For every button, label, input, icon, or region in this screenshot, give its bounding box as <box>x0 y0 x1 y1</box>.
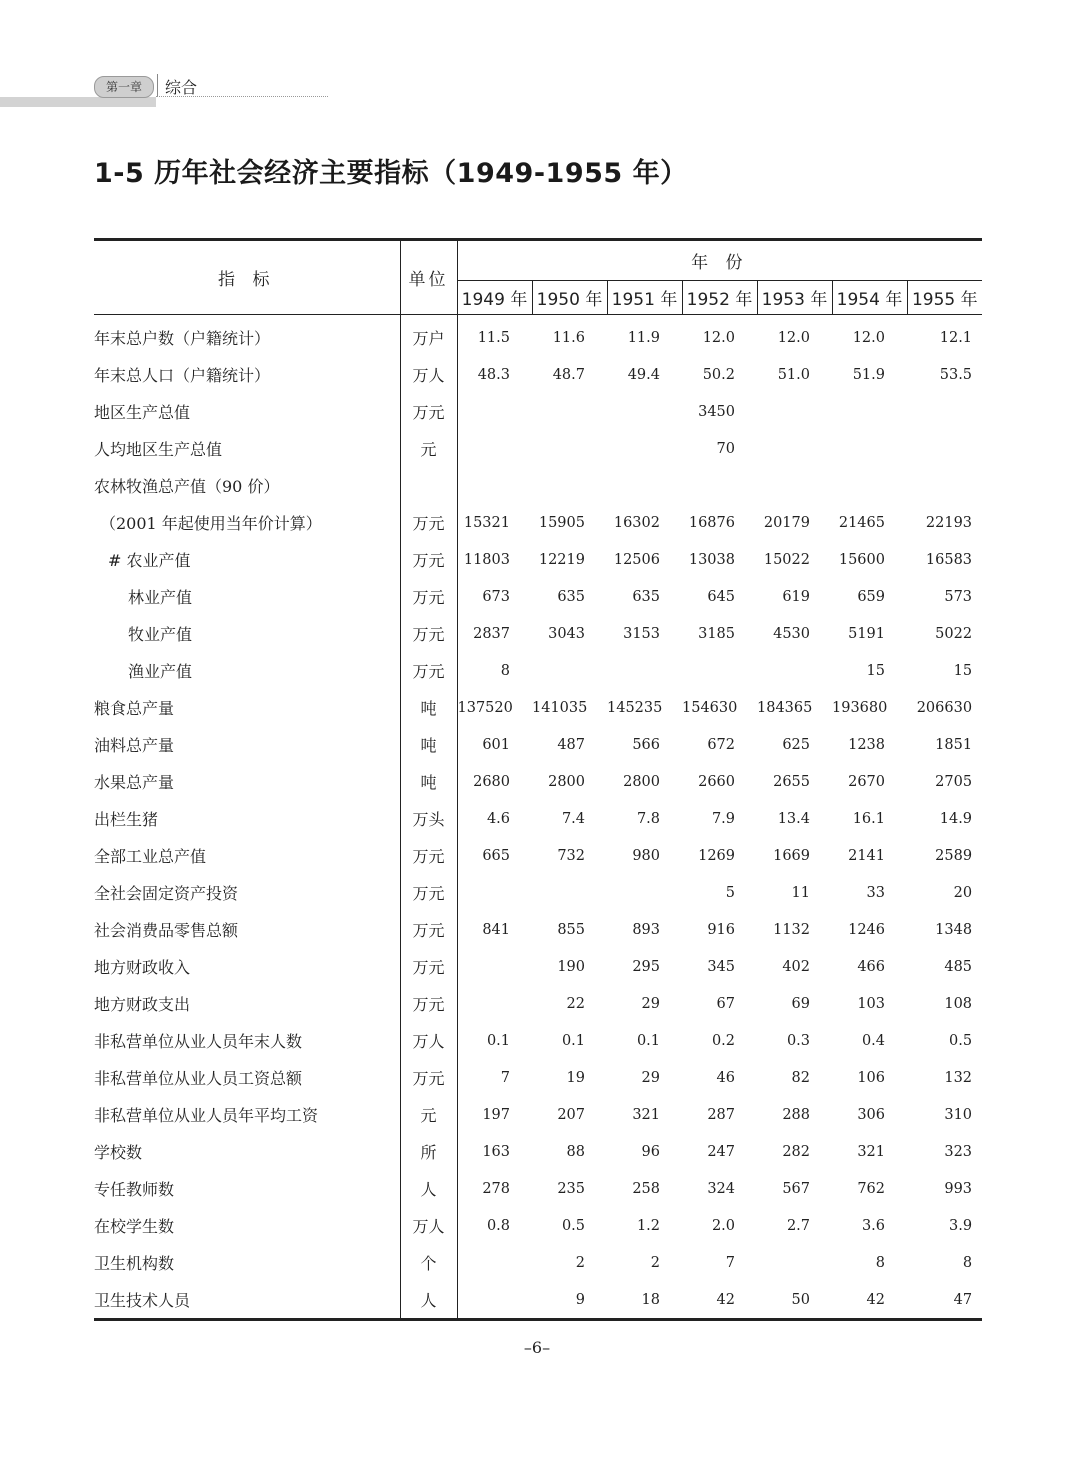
table-cell: 635 <box>632 588 660 605</box>
table-cell <box>457 874 532 911</box>
table-cell: 67 <box>716 995 735 1012</box>
table-cell: 841 <box>482 921 510 938</box>
row-label: 全社会固定资产投资 <box>94 884 239 903</box>
table-cell: 12.1 <box>939 329 973 346</box>
row-label: 年末总人口（户籍统计） <box>94 366 271 385</box>
table-cell: 5022 <box>935 625 973 642</box>
year-header: 1952 年 <box>682 281 757 315</box>
table-cell: 0.5 <box>561 1217 585 1234</box>
table-cell: 310 <box>944 1106 973 1123</box>
table-cell: 295 <box>632 958 660 975</box>
table-cell: 402 <box>782 958 810 975</box>
table-cell <box>457 393 532 430</box>
table-cell <box>757 1244 832 1281</box>
table-cell: 184365 <box>757 699 813 716</box>
table-row <box>94 541 982 578</box>
table-cell: 3185 <box>698 625 735 642</box>
table-cell: 0.1 <box>561 1032 585 1049</box>
row-label: # 农业产值 <box>108 551 191 570</box>
table-cell: 16302 <box>613 514 660 531</box>
table-cell: 7 <box>725 1254 735 1271</box>
table-cell <box>457 430 532 467</box>
table-cell: 22193 <box>925 514 973 531</box>
row-unit: 吨 <box>400 726 457 763</box>
table-cell: 916 <box>707 921 735 938</box>
table-cell: 0.2 <box>711 1032 735 1049</box>
year-header: 1955 年 <box>907 281 982 315</box>
table-cell <box>607 652 682 689</box>
row-unit: 万户 <box>400 315 457 357</box>
table-cell: 11 <box>791 884 810 901</box>
chapter-badge: 第一章 <box>94 76 154 98</box>
table-cell: 321 <box>857 1143 885 1160</box>
table-cell: 625 <box>782 736 810 753</box>
table-cell: 1851 <box>935 736 973 753</box>
year-header: 1951 年 <box>607 281 682 315</box>
row-label: 社会消费品零售总额 <box>94 921 239 940</box>
table-cell: 287 <box>707 1106 735 1123</box>
row-unit: 人 <box>400 1281 457 1320</box>
table-cell: 48.7 <box>552 366 585 383</box>
table-cell: 20 <box>953 884 973 901</box>
table-cell: 3153 <box>623 625 660 642</box>
table-cell: 9 <box>532 1281 607 1320</box>
table-cell <box>757 430 832 467</box>
year-header: 1954 年 <box>832 281 907 315</box>
row-unit: 万元 <box>400 911 457 948</box>
table-cell: 46 <box>716 1069 735 1086</box>
table-cell: 8 <box>962 1254 973 1271</box>
table-cell: 2 <box>650 1254 660 1271</box>
table-row <box>94 315 982 357</box>
row-label: 油料总产量 <box>94 736 175 755</box>
table-cell: 14.9 <box>939 810 973 827</box>
table-cell: 278 <box>482 1180 510 1197</box>
table-cell: 69 <box>791 995 810 1012</box>
row-unit: 万人 <box>400 356 457 393</box>
table-cell: 672 <box>707 736 735 753</box>
table-cell: 980 <box>632 847 660 864</box>
row-unit: 万元 <box>400 837 457 874</box>
table-cell: 29 <box>641 995 660 1012</box>
table-row <box>94 1170 982 1207</box>
table-cell: 48.3 <box>477 366 510 383</box>
table-cell <box>682 652 757 689</box>
table-cell: 12.0 <box>702 329 735 346</box>
row-unit: 人 <box>400 1170 457 1207</box>
table-cell: 16876 <box>688 514 735 531</box>
table-cell: 15905 <box>538 514 585 531</box>
row-label: 在校学生数 <box>94 1217 175 1236</box>
table-cell: 2655 <box>773 773 810 790</box>
table-cell: 2589 <box>935 847 973 864</box>
chapter-title: 综合 <box>165 78 198 97</box>
table-cell: 2705 <box>935 773 973 790</box>
row-label: 非私营单位从业人员年末人数 <box>94 1032 303 1051</box>
table-cell: 762 <box>857 1180 885 1197</box>
table-cell <box>907 393 982 430</box>
table-cell: 1238 <box>848 736 885 753</box>
table-cell: 323 <box>944 1143 973 1160</box>
table-cell: 51.0 <box>777 366 810 383</box>
table-cell: 11.5 <box>477 329 510 346</box>
table-cell: 1132 <box>773 921 810 938</box>
table-cell <box>607 874 682 911</box>
row-label: 地方财政收入 <box>94 958 191 977</box>
table-cell <box>532 467 607 504</box>
table-cell: 15022 <box>763 551 810 568</box>
table-cell: 5191 <box>848 625 885 642</box>
table-cell: 0.1 <box>486 1032 510 1049</box>
table-cell: 673 <box>482 588 510 605</box>
table-row <box>94 1022 982 1059</box>
table-cell: 2680 <box>473 773 510 790</box>
table-cell: 33 <box>866 884 885 901</box>
table-cell: 573 <box>944 588 973 605</box>
table-cell: 82 <box>791 1069 810 1086</box>
table-cell <box>907 430 982 467</box>
row-unit: 万元 <box>400 948 457 985</box>
table-row <box>94 985 982 1022</box>
table-cell: 15 <box>953 662 973 679</box>
table-cell: 8 <box>875 1254 885 1271</box>
table-cell: 1246 <box>848 921 885 938</box>
table-cell: 3.6 <box>861 1217 885 1234</box>
table-cell: 247 <box>707 1143 735 1160</box>
table-cell: 3450 <box>698 403 735 420</box>
table-cell: 141035 <box>532 699 588 716</box>
table-cell <box>607 430 682 467</box>
table-cell <box>757 393 832 430</box>
row-unit: 万元 <box>400 1059 457 1096</box>
table-cell: 16.1 <box>852 810 885 827</box>
table-cell: 49.4 <box>627 366 660 383</box>
row-unit: 万元 <box>400 615 457 652</box>
unit-header: 单位 <box>400 240 457 315</box>
table-row <box>94 430 982 467</box>
table-cell: 42 <box>682 1281 757 1320</box>
table-cell: 1669 <box>773 847 810 864</box>
table-cell: 0.1 <box>636 1032 660 1049</box>
table-cell: 19 <box>566 1069 585 1086</box>
header-separator <box>157 74 158 96</box>
year-header: 1950 年 <box>532 281 607 315</box>
year-header: 1949 年 <box>457 281 532 315</box>
table-row <box>94 504 982 541</box>
table-cell: 12219 <box>538 551 585 568</box>
table-cell: 11.6 <box>552 329 585 346</box>
table-cell: 665 <box>482 847 510 864</box>
table-cell: 88 <box>566 1143 585 1160</box>
table-row <box>94 1281 982 1320</box>
table-row <box>94 1133 982 1170</box>
table-row <box>94 615 982 652</box>
table-cell <box>532 874 607 911</box>
page-title: 1-5 历年社会经济主要指标（1949-1955 年） <box>94 158 688 189</box>
table-cell: 0.4 <box>861 1032 885 1049</box>
row-unit: 万元 <box>400 985 457 1022</box>
table-cell: 8 <box>500 662 510 679</box>
row-label: 全部工业总产值 <box>94 847 207 866</box>
table-cell: 1348 <box>935 921 973 938</box>
table-cell: 321 <box>632 1106 660 1123</box>
table-row <box>94 467 982 504</box>
table-cell <box>457 948 532 985</box>
table-cell: 485 <box>944 958 973 975</box>
table-cell: 7.9 <box>711 810 735 827</box>
table-row <box>94 726 982 763</box>
table-row <box>94 578 982 615</box>
table-cell: 635 <box>557 588 585 605</box>
table-cell: 893 <box>632 921 660 938</box>
table-cell: 3043 <box>548 625 585 642</box>
row-unit: 元 <box>400 430 457 467</box>
row-unit <box>400 467 457 504</box>
table-cell: 2 <box>575 1254 585 1271</box>
table-cell: 0.3 <box>786 1032 810 1049</box>
table-cell: 993 <box>944 1180 973 1197</box>
row-unit: 万头 <box>400 800 457 837</box>
table-cell: 5 <box>725 884 735 901</box>
table-cell: 145235 <box>607 699 663 716</box>
table-cell <box>832 393 907 430</box>
table-cell: 53.5 <box>939 366 973 383</box>
row-unit: 吨 <box>400 763 457 800</box>
table-cell: 7.4 <box>561 810 585 827</box>
table-cell: 70 <box>716 440 735 457</box>
table-row <box>94 1207 982 1244</box>
row-unit: 万元 <box>400 393 457 430</box>
table-cell: 2800 <box>548 773 585 790</box>
indicator-header: 指 标 <box>94 240 400 315</box>
table-cell: 47 <box>907 1281 982 1320</box>
row-label: 卫生技术人员 <box>94 1281 400 1320</box>
table-cell: 15321 <box>463 514 510 531</box>
table-cell: 4530 <box>773 625 810 642</box>
row-label: 人均地区生产总值 <box>94 440 223 459</box>
table-cell: 15600 <box>838 551 885 568</box>
row-label: 地方财政支出 <box>94 995 191 1014</box>
table-cell: 2.0 <box>711 1217 735 1234</box>
table-cell: 345 <box>707 958 735 975</box>
table-row <box>94 837 982 874</box>
table-row <box>94 763 982 800</box>
table-cell: 282 <box>782 1143 810 1160</box>
row-unit: 万元 <box>400 578 457 615</box>
table-cell: 732 <box>557 847 585 864</box>
table-cell <box>757 652 832 689</box>
table-row <box>94 800 982 837</box>
table-cell: 206630 <box>916 699 973 716</box>
row-label: 非私营单位从业人员工资总额 <box>94 1069 303 1088</box>
table-cell <box>607 393 682 430</box>
table-cell <box>532 430 607 467</box>
table-cell: 2.7 <box>786 1217 810 1234</box>
table-cell: 1269 <box>698 847 735 864</box>
table-cell: 324 <box>707 1180 735 1197</box>
table-cell: 154630 <box>682 699 738 716</box>
table-cell: 7.8 <box>636 810 660 827</box>
row-label: 粮食总产量 <box>94 699 175 718</box>
table-cell: 106 <box>857 1069 885 1086</box>
table-cell: 258 <box>632 1180 660 1197</box>
table-cell: 0.5 <box>948 1032 973 1049</box>
table-cell: 11803 <box>463 551 510 568</box>
table-cell <box>457 1281 532 1320</box>
table-cell: 22 <box>566 995 585 1012</box>
table-cell: 601 <box>482 736 510 753</box>
table-cell <box>607 467 682 504</box>
table-row <box>94 1096 982 1133</box>
table-cell: 21465 <box>838 514 885 531</box>
table-cell: 42 <box>832 1281 907 1320</box>
table-cell: 16583 <box>925 551 973 568</box>
page-number: –6– <box>523 1338 551 1357</box>
table-cell: 108 <box>944 995 973 1012</box>
table-cell <box>457 1244 532 1281</box>
table-cell: 466 <box>857 958 885 975</box>
table-cell: 12506 <box>613 551 660 568</box>
table-cell: 193680 <box>832 699 888 716</box>
table-cell: 659 <box>857 588 885 605</box>
table-row <box>94 1244 982 1281</box>
row-label: （2001 年起使用当年价计算） <box>100 514 322 533</box>
table-cell: 566 <box>632 736 660 753</box>
table-cell <box>832 430 907 467</box>
row-unit: 所 <box>400 1133 457 1170</box>
table-cell: 50.2 <box>702 366 735 383</box>
row-unit: 元 <box>400 1096 457 1133</box>
table-cell <box>532 652 607 689</box>
table-cell: 4.6 <box>486 810 510 827</box>
table-cell: 190 <box>557 958 585 975</box>
table-cell: 2800 <box>623 773 660 790</box>
table-cell: 137520 <box>457 699 513 716</box>
table-cell <box>457 985 532 1022</box>
table-cell: 2837 <box>473 625 510 642</box>
row-unit: 万元 <box>400 874 457 911</box>
row-label: 牧业产值 <box>128 625 193 644</box>
row-label: 非私营单位从业人员年平均工资 <box>94 1106 319 1125</box>
header-bar <box>0 97 156 107</box>
year-header: 1953 年 <box>757 281 832 315</box>
table-cell <box>682 467 757 504</box>
table-cell: 20179 <box>763 514 810 531</box>
table-cell: 1.2 <box>636 1217 660 1234</box>
table-cell: 7 <box>500 1069 510 1086</box>
table-cell: 645 <box>707 588 735 605</box>
table-row <box>94 911 982 948</box>
table-row <box>94 948 982 985</box>
table-cell: 163 <box>482 1143 510 1160</box>
table-cell: 235 <box>557 1180 585 1197</box>
table-cell: 3.9 <box>948 1217 973 1234</box>
row-unit: 万人 <box>400 1207 457 1244</box>
indicator-table <box>94 238 982 1321</box>
table-cell <box>832 467 907 504</box>
table-cell: 2660 <box>698 773 735 790</box>
table-cell: 306 <box>857 1106 885 1123</box>
table-cell: 51.9 <box>852 366 885 383</box>
table-row <box>94 1059 982 1096</box>
table-row <box>94 874 982 911</box>
table-cell: 11.9 <box>627 329 660 346</box>
table-row <box>94 393 982 430</box>
row-label: 学校数 <box>94 1143 143 1162</box>
row-label: 专任教师数 <box>94 1180 175 1199</box>
table-cell: 288 <box>782 1106 810 1123</box>
row-unit: 万元 <box>400 652 457 689</box>
table-cell: 13038 <box>688 551 735 568</box>
table-cell: 29 <box>641 1069 660 1086</box>
row-unit: 万元 <box>400 541 457 578</box>
row-label: 农林牧渔总产值（90 价） <box>94 477 280 496</box>
row-label: 林业产值 <box>128 588 193 607</box>
row-unit: 个 <box>400 1244 457 1281</box>
row-label: 水果总产量 <box>94 773 175 792</box>
table-row <box>94 356 982 393</box>
table-row <box>94 689 982 726</box>
table-cell: 50 <box>757 1281 832 1320</box>
table-cell <box>532 393 607 430</box>
table-cell: 2141 <box>848 847 885 864</box>
table-cell: 13.4 <box>777 810 810 827</box>
table-row <box>94 652 982 689</box>
table-cell: 12.0 <box>852 329 885 346</box>
table-cell: 132 <box>944 1069 973 1086</box>
table-cell: 0.8 <box>486 1217 510 1234</box>
table-cell: 103 <box>857 995 885 1012</box>
table-cell: 18 <box>607 1281 682 1320</box>
table-cell: 96 <box>641 1143 660 1160</box>
table-cell: 2670 <box>848 773 885 790</box>
table-cell: 15 <box>866 662 885 679</box>
table-cell: 197 <box>482 1106 510 1123</box>
row-label: 出栏生猪 <box>94 810 159 829</box>
row-label: 地区生产总值 <box>94 403 191 422</box>
year-group-header: 年 份 <box>457 240 982 281</box>
table-cell: 855 <box>557 921 585 938</box>
row-label: 年末总户数（户籍统计） <box>94 329 271 348</box>
table-cell <box>907 467 982 504</box>
table-cell: 487 <box>557 736 585 753</box>
table-cell: 619 <box>782 588 810 605</box>
table-cell <box>457 467 532 504</box>
row-label: 卫生机构数 <box>94 1254 175 1273</box>
row-unit: 万人 <box>400 1022 457 1059</box>
row-unit: 万元 <box>400 504 457 541</box>
row-label: 渔业产值 <box>128 662 193 681</box>
table-cell: 12.0 <box>777 329 810 346</box>
table-cell: 567 <box>782 1180 810 1197</box>
table-cell <box>757 467 832 504</box>
row-unit: 吨 <box>400 689 457 726</box>
table-cell: 207 <box>557 1106 585 1123</box>
